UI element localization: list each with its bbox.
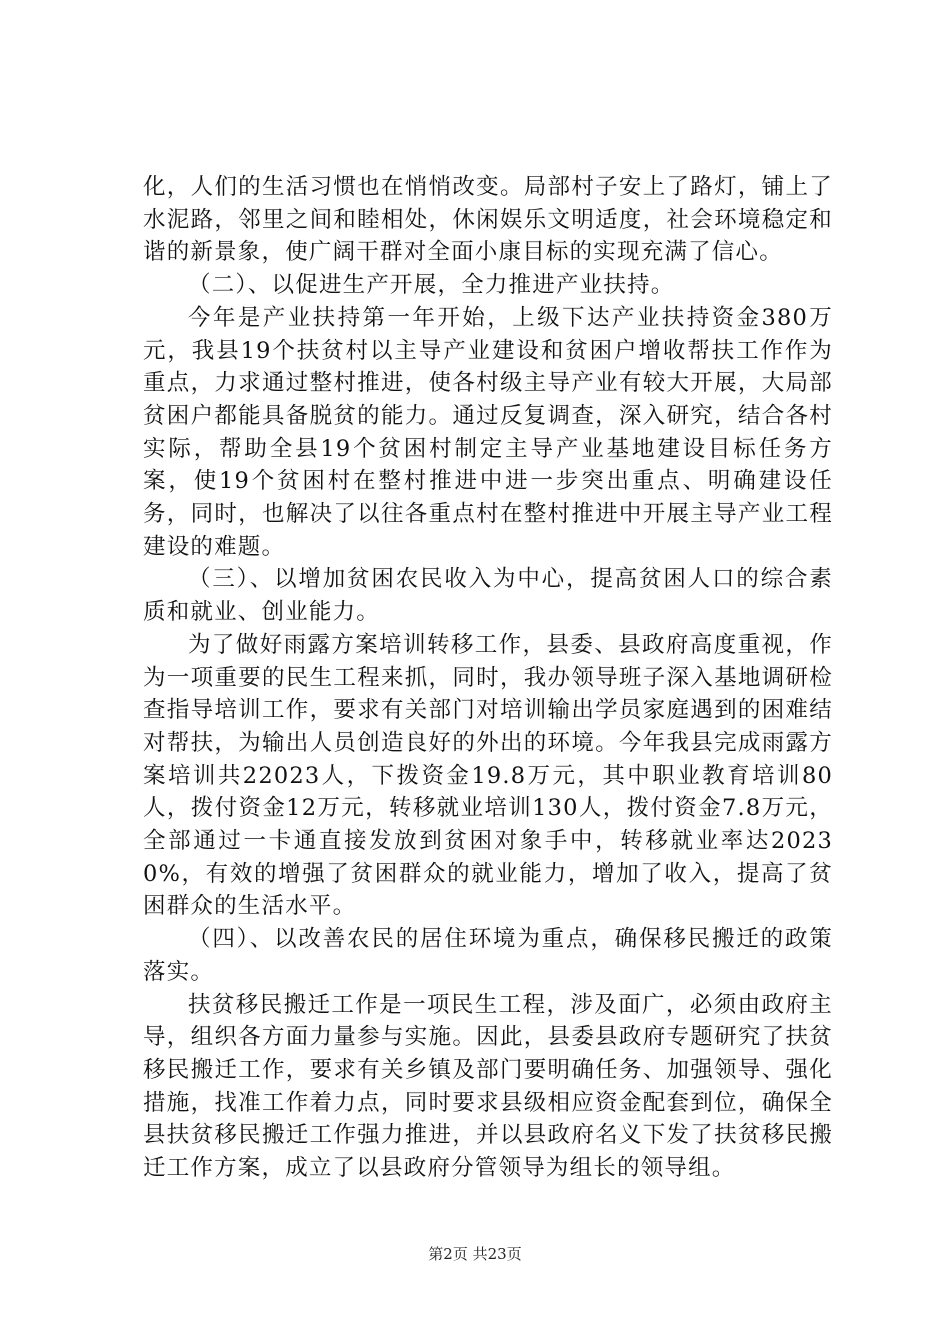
page-number: 第2页 <box>428 1245 468 1263</box>
section-heading-4: （四）、以改善农民的居住环境为重点，确保移民搬迁的政策落实。 <box>143 926 833 985</box>
page-footer <box>0 1244 950 1264</box>
page-total: 共23页 <box>472 1245 522 1263</box>
paragraph-training-transfer: 为了做好雨露方案培训转移工作，县委、县政府高度重视，作为一项重要的民生工程来抓，同时，我办领导班子深入基地调研检查指导培训工作，要求有关部门对培训输出学员家庭遇到的困难结对帮扶，为输出人员创造良好的外出的环境。今年我县完成雨露方案培训共22023人，下拨资金19.8万元，其中职业教育培训80人，拨付资金12万元，转移就业培训130人，拨付资金7.8万元，全部通过一卡通直接发放到贫困对象手中，转移就业率达20230%，有效的增强了贫困群众的就业能力，增加了收入，提高了贫困群众的生活水平。 <box>143 631 833 920</box>
section-heading-2: （二）、以促进生产开展，全力推进产业扶持。 <box>188 272 675 299</box>
paragraph-continuation: 化，人们的生活习惯也在悄悄改变。局部村子安上了路灯，铺上了水泥路，邻里之间和睦相处，休闲娱乐文明适度，社会环境稳定和谐的新景象，使广阔干群对全面小康目标的实现充满了信心。 <box>143 174 833 266</box>
paragraph-relocation: 扶贫移民搬迁工作是一项民生工程，涉及面广，必须由政府主导，组织各方面力量参与实施。因此，县委县政府专题研究了扶贫移民搬迁工作，要求有关乡镇及部门要明确任务、加强领导、强化措施，找准工作着力点，同时要求县级相应资金配套到位，确保全县扶贫移民搬迁工作强力推进，并以县政府名义下发了扶贫移民搬迁工作方案，成立了以县政府分管领导为组长的领导组。 <box>143 991 833 1182</box>
document-body <box>143 171 833 1185</box>
section-heading-3: （三）、以增加贫困农民收入为中心，提高贫困人口的综合素质和就业、创业能力。 <box>143 566 833 626</box>
paragraph-industry-support: 今年是产业扶持第一年开始，上级下达产业扶持资金380万元，我县19个扶贫村以主导产业建设和贫困户增收帮扶工作作为重点，力求通过整村推进，使各村级主导产业有较大开展，大局部贫困户都能具备脱贫的能力。通过反复调查，深入研究，结合各村实际，帮助全县19个贫困村制定主导产业基地建设目标任务方案，使19个贫困村在整村推进中进一步突出重点、明确建设任务，同时，也解决了以往各重点村在整村推进中开展主导产业工程建设的难题。 <box>143 304 833 560</box>
